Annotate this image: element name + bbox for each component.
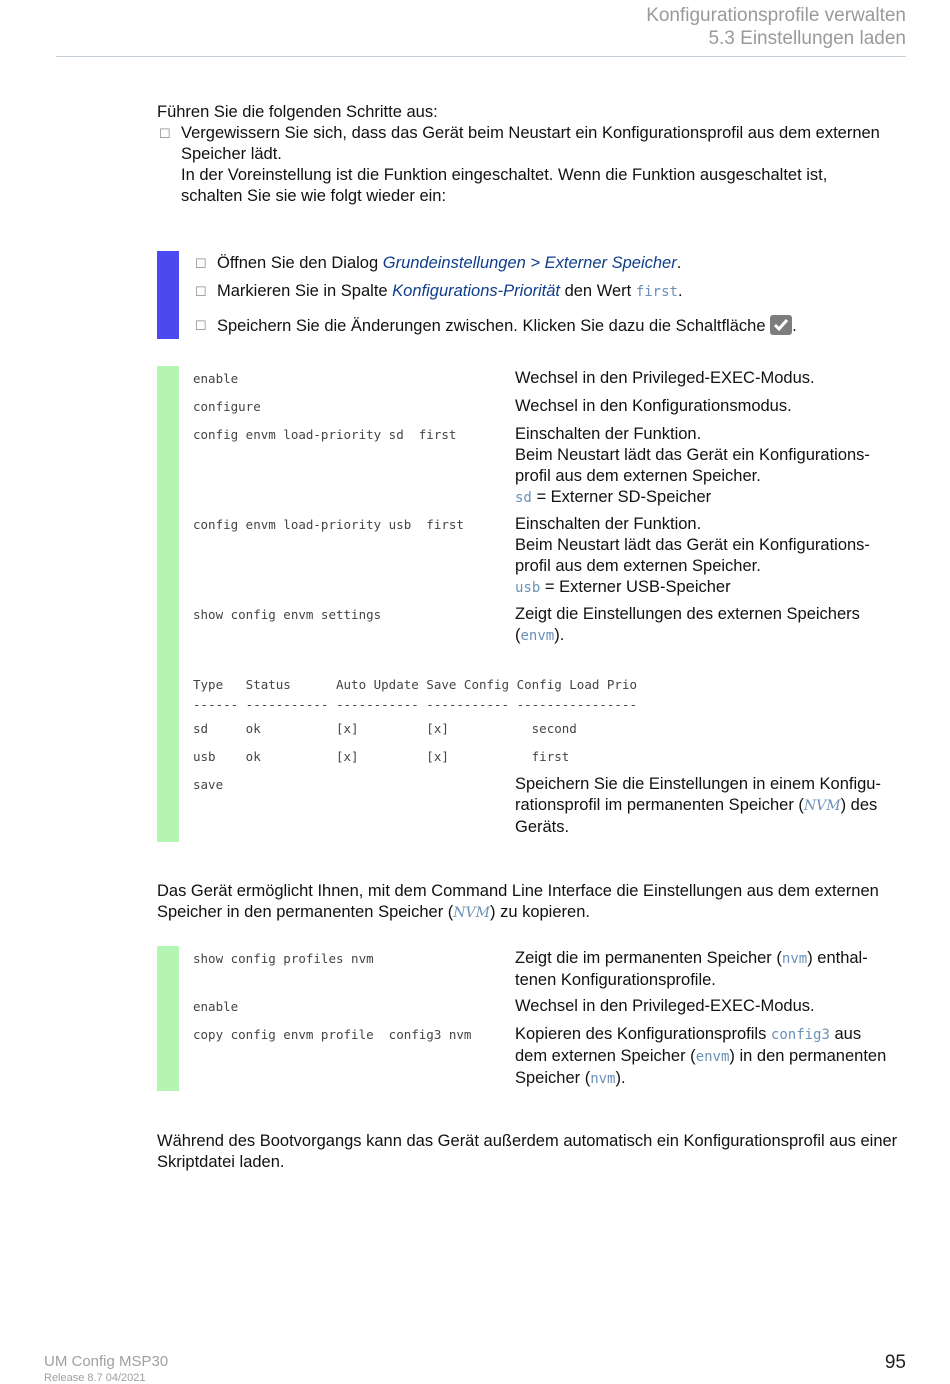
- cli-command: config envm load-priority sd first: [193, 427, 457, 442]
- desc-line: Beim Neustart lädt das Gerät ein Konfigurations-: [515, 446, 870, 464]
- desc-line: aus: [829, 1025, 862, 1043]
- cli-description: [515, 948, 910, 991]
- inline-code: nvm: [781, 951, 808, 967]
- intro-note: In der Voreinstellung ist die Funktion eingeschaltet. Wenn die Funktion ausgeschaltet ist, schalten Sie sie wie folgt wieder ein:: [181, 166, 828, 205]
- header-rule: [56, 56, 906, 57]
- cli-description: [515, 774, 910, 838]
- desc-line: profil aus dem externen Speicher.: [515, 467, 761, 485]
- desc-line: Geräts.: [515, 818, 570, 836]
- desc-line: ) des: [840, 796, 878, 814]
- gui-step-2-text: Markieren Sie in Spalte: [217, 282, 393, 300]
- cli-command: enable: [193, 999, 239, 1014]
- desc-line: Zeigt die Einstellungen des externen Speichers: [515, 605, 860, 623]
- inline-code: envm: [695, 1049, 730, 1065]
- cli-description: Wechsel in den Privileged-EXEC-Modus.: [515, 997, 815, 1015]
- cli-description: [515, 424, 910, 509]
- cli-block-marker: [157, 946, 179, 1091]
- desc-line: ).: [615, 1069, 626, 1087]
- intro-lead: Führen Sie die folgenden Schritte aus:: [157, 103, 438, 121]
- cli-description: [515, 1024, 910, 1090]
- desc-line: Speicher (: [515, 1069, 591, 1087]
- desc-paren: ).: [554, 626, 565, 644]
- desc-line: Kopieren des Konfigurationsprofils: [515, 1025, 771, 1043]
- gui-step-1-text: Öffnen Sie den Dialog: [217, 254, 383, 272]
- desc-line: = Externer SD-Speicher: [531, 488, 712, 506]
- dialog-path-link[interactable]: Grundeinstellungen > Externer Speicher: [382, 254, 677, 272]
- intro-step: Vergewissern Sie sich, dass das Gerät beim Neustart ein Konfigurationsprofil aus dem externen Speicher lädt.: [181, 124, 880, 163]
- paragraph-line: Das Gerät ermöglicht Ihnen, mit dem Command Line Interface die Einstellungen aus dem externen: [157, 882, 879, 900]
- step-checkbox-icon: ☐: [195, 256, 207, 271]
- gui-steps-marker: [157, 251, 179, 339]
- cli-command: configure: [193, 399, 261, 414]
- gui-step-2: [217, 281, 683, 303]
- paragraph: [157, 881, 917, 924]
- inline-code: nvm: [590, 1071, 616, 1087]
- desc-line: = Externer USB-Speicher: [540, 578, 731, 596]
- cli-command: copy config envm profile config3 nvm: [193, 1027, 472, 1042]
- desc-line: ) enthal-: [807, 949, 868, 967]
- cli-command: save: [193, 777, 224, 792]
- inline-code: envm: [520, 628, 555, 644]
- nvm-term: NVM: [453, 905, 490, 921]
- desc-line: tenen Konfigurationsprofile.: [515, 971, 716, 989]
- output-table-rule: ------ ----------- ----------- ----------- ----------------: [193, 697, 638, 712]
- cli-description: Wechsel in den Konfigurationsmodus.: [515, 397, 792, 415]
- cli-command: config envm load-priority usb first: [193, 517, 464, 532]
- output-table-row: usb ok [x] [x] first: [193, 749, 570, 764]
- cli-block-marker: [157, 366, 179, 842]
- gui-step-1: [217, 253, 681, 274]
- step-checkbox-icon: ☐: [195, 318, 207, 333]
- gui-step-3-text: Speichern Sie die Änderungen zwischen. Klicken Sie dazu die Schaltfläche: [217, 317, 766, 335]
- value-first: first: [635, 284, 678, 300]
- inline-code: config3: [770, 1027, 830, 1043]
- gui-step-2-end: .: [677, 282, 683, 300]
- page-number: 95: [884, 1352, 906, 1373]
- cli-description: [515, 514, 910, 599]
- gui-step-3: [217, 315, 797, 337]
- gui-step-2-mid: den Wert: [560, 282, 636, 300]
- desc-line: Zeigt die im permanenten Speicher (: [515, 949, 782, 967]
- check-icon[interactable]: [770, 315, 792, 335]
- desc-line: dem externen Speicher (: [515, 1047, 696, 1065]
- inline-code: usb: [515, 580, 541, 596]
- footer-doc-title: UM Config MSP30: [44, 1353, 169, 1370]
- running-header-title: Konfigurationsprofile verwalten: [646, 5, 906, 26]
- cli-description: [515, 604, 910, 647]
- paragraph-line: Speicher in den permanenten Speicher (: [157, 903, 454, 921]
- step-checkbox-icon: ☐: [159, 126, 171, 141]
- desc-line: Einschalten der Funktion.: [515, 515, 702, 533]
- gui-step-3-end: .: [792, 317, 797, 335]
- nvm-term: NVM: [803, 798, 841, 814]
- column-name: Konfigurations-Priorität: [392, 282, 560, 300]
- output-table-row: sd ok [x] [x] second: [193, 721, 577, 736]
- footer-release: Release 8.7 04/2021: [44, 1372, 146, 1384]
- desc-line: Beim Neustart lädt das Gerät ein Konfigurations-: [515, 536, 870, 554]
- cli-command: show config profiles nvm: [193, 951, 374, 966]
- desc-line: profil aus dem externen Speicher.: [515, 557, 761, 575]
- desc-line: Einschalten der Funktion.: [515, 425, 702, 443]
- paragraph: Während des Bootvorgangs kann das Gerät außerdem automatisch ein Konfigurationsprofil aus einer Skriptdatei laden.: [157, 1132, 898, 1171]
- cli-description: Wechsel in den Privileged-EXEC-Modus.: [515, 369, 815, 387]
- running-header-section: 5.3 Einstellungen laden: [708, 28, 906, 49]
- cli-command: show config envm settings: [193, 607, 382, 622]
- paragraph-line: ) zu kopieren.: [489, 903, 590, 921]
- inline-code: sd: [515, 490, 532, 506]
- cli-command: enable: [193, 371, 239, 386]
- desc-line: rationsprofil im permanenten Speicher (: [515, 796, 804, 814]
- gui-step-1-end: .: [676, 254, 682, 272]
- desc-paren: (: [515, 626, 521, 644]
- desc-line: Speichern Sie die Einstellungen in einem Konfigu-: [515, 775, 881, 793]
- step-checkbox-icon: ☐: [195, 284, 207, 299]
- desc-line: ) in den permanenten: [729, 1047, 887, 1065]
- output-table-header: Type Status Auto Update Save Config Config Load Prio: [193, 677, 638, 692]
